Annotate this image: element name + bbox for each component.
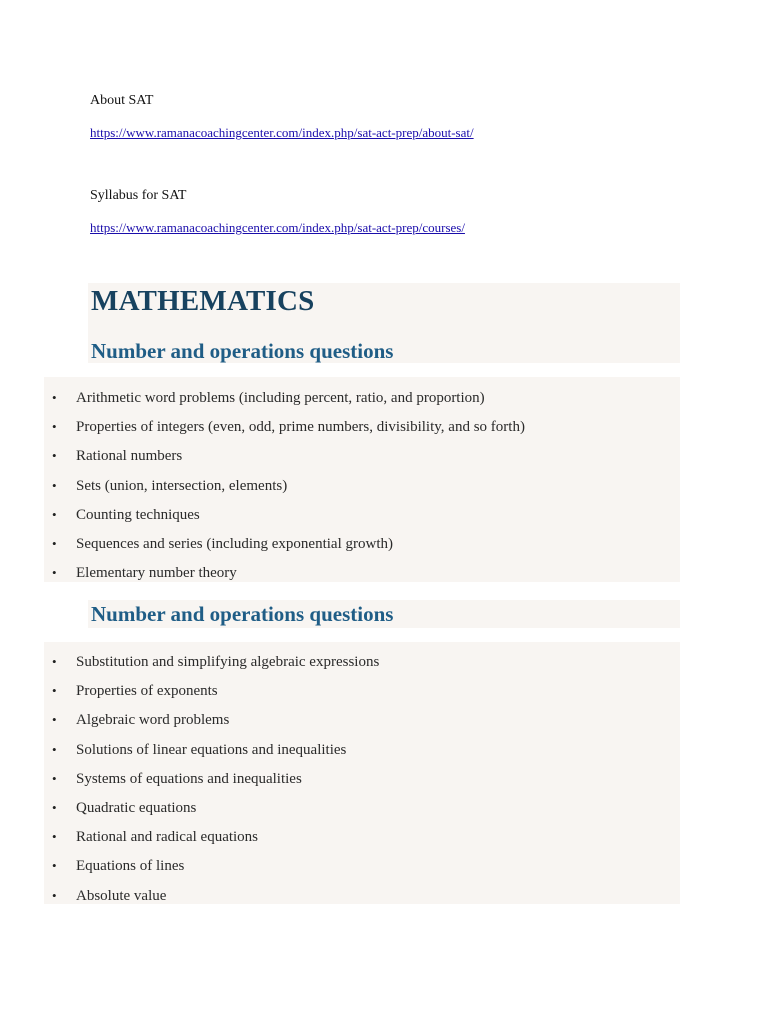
list-item: • Arithmetic word problems (including percent, ratio, and proportion) xyxy=(52,390,485,406)
bullet-icon: • xyxy=(52,799,57,815)
syllabus-sat-label: Syllabus for SAT xyxy=(90,188,187,203)
about-sat-link[interactable]: https://www.ramanacoachingcenter.com/index.php/sat-act-prep/about-sat/ xyxy=(90,125,474,140)
bullet-icon: • xyxy=(52,654,57,669)
bullet-icon: • xyxy=(52,390,57,405)
syllabus-sat-link[interactable]: https://www.ramanacoachingcenter.com/index.php/sat-act-prep/courses/ xyxy=(90,220,465,235)
list-item: • Properties of exponents xyxy=(52,683,218,700)
bullet-icon: • xyxy=(52,419,57,435)
bullet-icon: • xyxy=(52,712,57,728)
list-item: • Absolute value xyxy=(52,887,167,904)
list-item: • Algebraic word problems xyxy=(52,712,230,729)
topic-list-2 xyxy=(0,653,379,916)
bullet-icon: • xyxy=(52,448,57,464)
bullet-icon: • xyxy=(52,858,57,874)
bullet-icon: • xyxy=(52,829,57,845)
list-item: • Sets (union, intersection, elements) xyxy=(52,477,288,494)
list-item: • Systems of equations and inequalities xyxy=(52,770,302,787)
bullet-icon: • xyxy=(52,683,57,699)
section-title: MATHEMATICS xyxy=(91,285,315,317)
bullet-icon: • xyxy=(52,477,57,493)
group-heading-1: Number and operations questions xyxy=(91,339,394,363)
bullet-icon: • xyxy=(52,506,57,522)
about-sat-label: About SAT xyxy=(90,93,154,108)
list-item: • Rational numbers xyxy=(52,448,183,465)
list-item: • Counting techniques xyxy=(52,506,200,523)
list-item: • Properties of integers (even, odd, prime numbers, divisibility, and so forth) xyxy=(52,419,525,436)
group-heading-2: Number and operations questions xyxy=(91,602,394,626)
list-item: • Elementary number theory xyxy=(52,565,237,582)
bullet-icon: • xyxy=(52,770,57,786)
list-item: • Quadratic equations xyxy=(52,799,197,816)
list-item: • Rational and radical equations xyxy=(52,829,259,846)
list-item: • Substitution and simplifying algebraic expressions xyxy=(52,654,380,670)
topic-list-1 xyxy=(0,389,525,593)
bullet-icon: • xyxy=(52,535,57,551)
list-item: • Solutions of linear equations and inequalities xyxy=(52,741,347,758)
list-item: • Equations of lines xyxy=(52,858,185,875)
bullet-icon: • xyxy=(52,565,57,581)
bullet-icon: • xyxy=(52,887,57,903)
list-item: • Sequences and series (including exponential growth) xyxy=(52,535,393,552)
bullet-icon: • xyxy=(52,741,57,757)
